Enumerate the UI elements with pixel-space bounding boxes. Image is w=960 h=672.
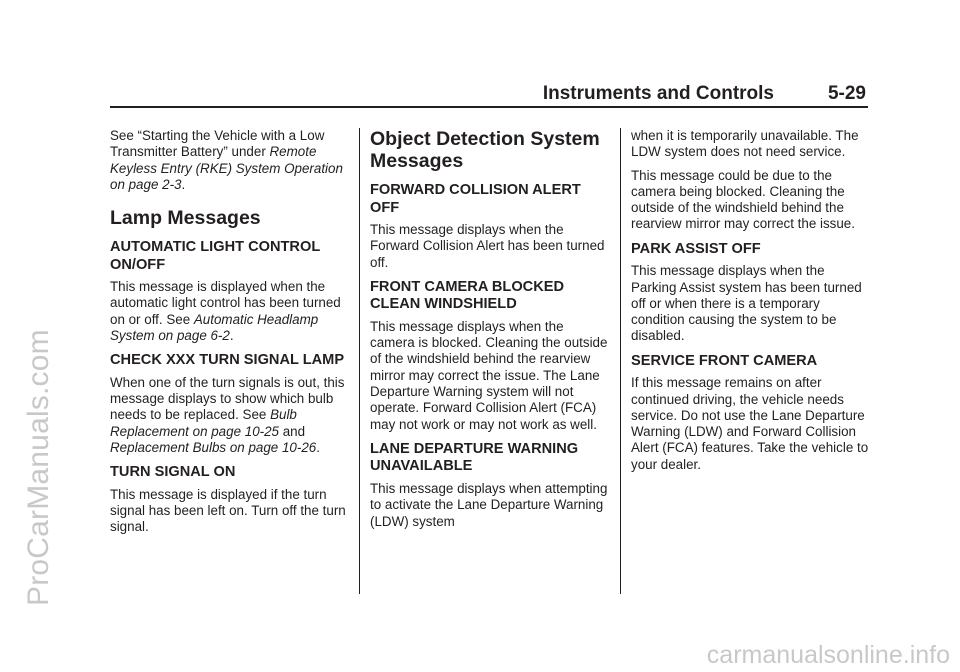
header-rule	[110, 106, 868, 108]
fca-off-paragraph: This message displays when the Forward Collision Alert has been turned off.	[370, 222, 605, 270]
check-turn-heading: CHECK XXX TURN SIGNAL LAMP	[110, 352, 345, 369]
ldw-cause-paragraph: This message could be due to the camera being blocked. Cleaning the outside of the windshield behind the rearview mirror may correct the issue.	[631, 167, 855, 232]
ldw-unavailable-paragraph: This message displays when attempting to activate the Lane Departure Warning (LDW) system	[370, 480, 608, 529]
auto-light-paragraph: This message is displayed when the automatic light control has been turned on or off. See Automatic Headlamp System on page 6-2.	[110, 279, 341, 344]
bulb-replacement-link[interactable]: Bulb Replacement on page 10-25	[110, 407, 297, 439]
turn-signal-on-heading: TURN SIGNAL ON	[110, 464, 236, 481]
column-divider-2	[620, 128, 621, 594]
column-1	[110, 128, 350, 543]
section-title: Instruments and Controls	[542, 83, 774, 104]
column-2	[370, 128, 608, 537]
rke-reference-link[interactable]: Remote Keyless Entry (RKE) System Operation on page 2-3	[110, 144, 343, 192]
ldw-continued-paragraph: when it is temporarily unavailable. The LDW system does not need service.	[631, 128, 859, 160]
camera-blocked-paragraph: This message displays when the camera is blocked. Cleaning the outside of the windshield behind the rearview mirror may correct the issue. The Lane Departure Warning system will not operate. Forward Collision Alert (FCA) may not work or may not work as well.	[370, 318, 608, 432]
auto-light-heading: AUTOMATIC LIGHT CONTROL ON/OFF	[110, 239, 320, 273]
fca-off-heading: FORWARD COLLISION ALERT OFF	[370, 182, 581, 216]
camera-blocked-heading: FRONT CAMERA BLOCKED CLEAN WINDSHIELD	[370, 278, 565, 313]
replacement-bulbs-link[interactable]: Replacement Bulbs on page 10-26	[110, 440, 317, 456]
page-number: 5-29	[827, 83, 866, 104]
intro-paragraph: See “Starting the Vehicle with a Low Transmitter Battery” under Remote Keyless Entry (RKE) System Operation on page 2-3.	[110, 128, 343, 192]
park-assist-heading: PARK ASSIST OFF	[631, 240, 761, 257]
side-watermark: ProCarManuals.com	[22, 329, 55, 606]
turn-signal-on-paragraph: This message is displayed if the turn signal has been left on. Turn off the turn signal.	[110, 486, 346, 535]
object-detection-heading: Object Detection System Messages	[370, 128, 600, 172]
check-turn-paragraph: When one of the turn signals is out, this message displays to show which bulb needs to be replaced. See Bulb Replacement on page 10-25 and Replacement Bulbs on page 10-26.	[110, 374, 345, 456]
park-assist-paragraph: This message displays when the Parking Assist system has been turned off or when there is a temporary condition causing the system to be disabled.	[631, 263, 862, 344]
column-3	[631, 128, 869, 480]
bottom-watermark: carmanualsonline.info	[706, 641, 950, 669]
service-camera-paragraph: If this message remains on after continued driving, the vehicle needs service. Do not use the Lane Departure Warning (LDW) and Forward Collision Alert (FCA) features. Take the vehicle to your dealer.	[631, 375, 869, 472]
headlamp-reference-link[interactable]: Automatic Headlamp System on page 6-2	[110, 311, 319, 344]
service-camera-heading: SERVICE FRONT CAMERA	[631, 352, 818, 369]
lamp-messages-heading: Lamp Messages	[110, 207, 261, 230]
ldw-unavailable-heading: LANE DEPARTURE WARNING UNAVAILABLE	[370, 440, 579, 475]
page-header	[110, 83, 866, 105]
column-divider-1	[359, 128, 360, 594]
